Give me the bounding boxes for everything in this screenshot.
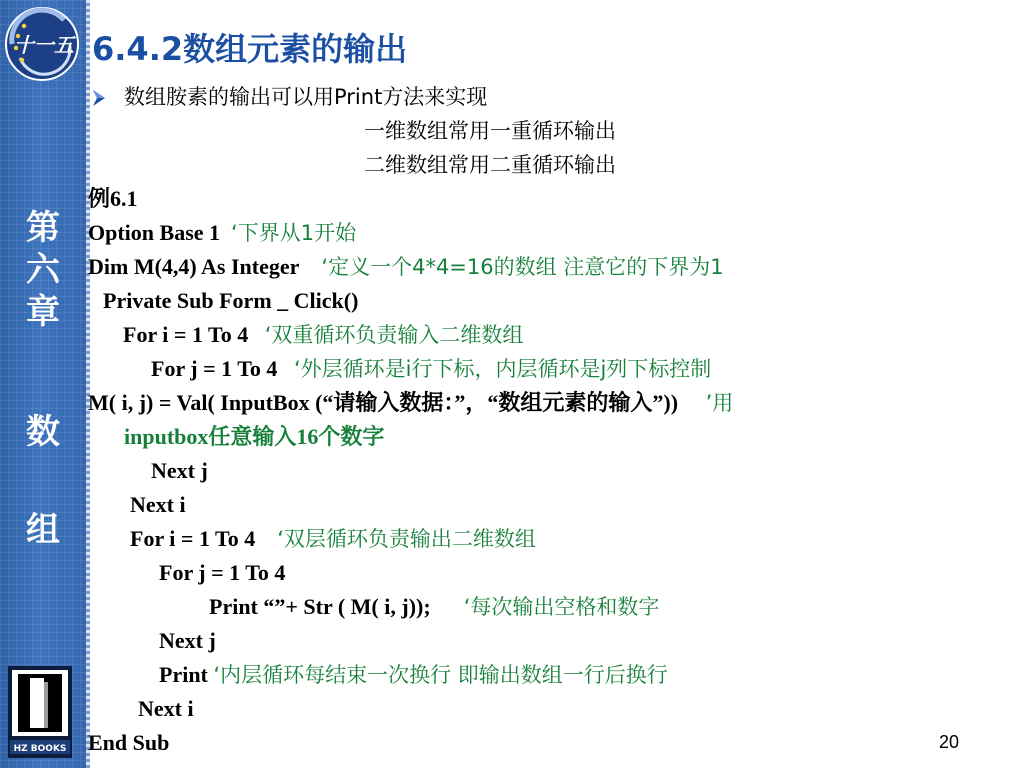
line-code: For j = 1 To 4: [159, 560, 286, 585]
line-comment: 二维数组常用二重循环输出: [364, 153, 616, 177]
chapter-char-2: 六: [26, 250, 60, 290]
line-code: Option Base 1: [88, 220, 221, 245]
sidebar: [0, 0, 86, 768]
line-comment: ‘双重循环负责输入二维数组: [264, 323, 524, 347]
line-comment: ‘定义一个4*4=16的数组 注意它的下界为1: [321, 255, 724, 279]
line-code: Next j: [159, 628, 216, 653]
line-code: Dim M(4,4) As Integer: [88, 254, 300, 279]
line-code: For i = 1 To 4: [130, 526, 256, 551]
sidebar-edge: [86, 0, 90, 768]
line-code: For i = 1 To 4: [123, 322, 249, 347]
code-line: [88, 253, 724, 281]
line-comment: inputbox任意输入16个数字: [124, 424, 385, 449]
code-line: [159, 661, 668, 689]
code-line: [151, 457, 208, 485]
chapter-char-4: 数: [26, 412, 60, 452]
chapter-char-3: 章: [26, 292, 60, 332]
line-code: Print “”+ Str ( M( i, j));: [209, 594, 431, 619]
code-line: [130, 491, 186, 519]
line-code: Private Sub Form _ Click(): [103, 288, 359, 313]
logo-text: 十一五: [14, 33, 74, 57]
line-comment: ‘外层循环是i行下标，内层循环是j列下标控制: [293, 357, 712, 381]
line-code: Print: [159, 662, 208, 687]
code-line: [159, 627, 216, 655]
code-line: [88, 729, 169, 757]
code-line: [364, 151, 616, 179]
line-comment: ‘每次输出空格和数字: [463, 595, 660, 619]
code-line: [130, 525, 536, 553]
line-code: For j = 1 To 4: [151, 356, 278, 381]
chapter-char-5: 组: [26, 510, 60, 550]
line-code: 例6.1: [88, 186, 138, 211]
code-line: [103, 287, 358, 315]
line-comment: ’用: [705, 391, 734, 415]
slide-title: 6.4.2数组元素的输出: [92, 30, 408, 68]
line-comment: ‘下界从1开始: [231, 221, 357, 245]
logo-emblem: [4, 6, 80, 82]
code-line: [151, 355, 711, 383]
sidebar-texture: [0, 0, 86, 768]
publisher-logo: [8, 666, 72, 758]
line-code: Next i: [130, 492, 186, 517]
code-line: [138, 695, 194, 723]
chapter-char-1: 第: [26, 208, 60, 248]
code-line: [364, 117, 616, 145]
bullet-text: 数组胺素的输出可以用Print方法来实现: [124, 85, 488, 109]
line-code: M( i, j) = Val( InputBox (“请输入数据：”，“数组元素的输入”)): [88, 390, 679, 415]
publisher-text: HZ BOOKS: [13, 744, 67, 754]
code-line: [124, 423, 384, 451]
line-comment: 一维数组常用一重循环输出: [364, 119, 616, 143]
code-line: [88, 219, 356, 247]
line-code: Next i: [138, 696, 194, 721]
line-comment: ‘内层循环每结束一次换行 即输出数组一行后换行: [213, 663, 668, 687]
code-line: [209, 593, 659, 621]
arrow-bullet-icon: [88, 87, 110, 109]
line-code: End Sub: [88, 730, 170, 755]
line-code: Next j: [151, 458, 208, 483]
code-line: [123, 321, 523, 349]
line-comment: ‘双层循环负责输出二维数组: [277, 527, 536, 551]
code-line: [88, 185, 138, 213]
code-line: [159, 559, 285, 587]
page-number: 20: [939, 732, 960, 752]
code-line: [88, 389, 733, 417]
